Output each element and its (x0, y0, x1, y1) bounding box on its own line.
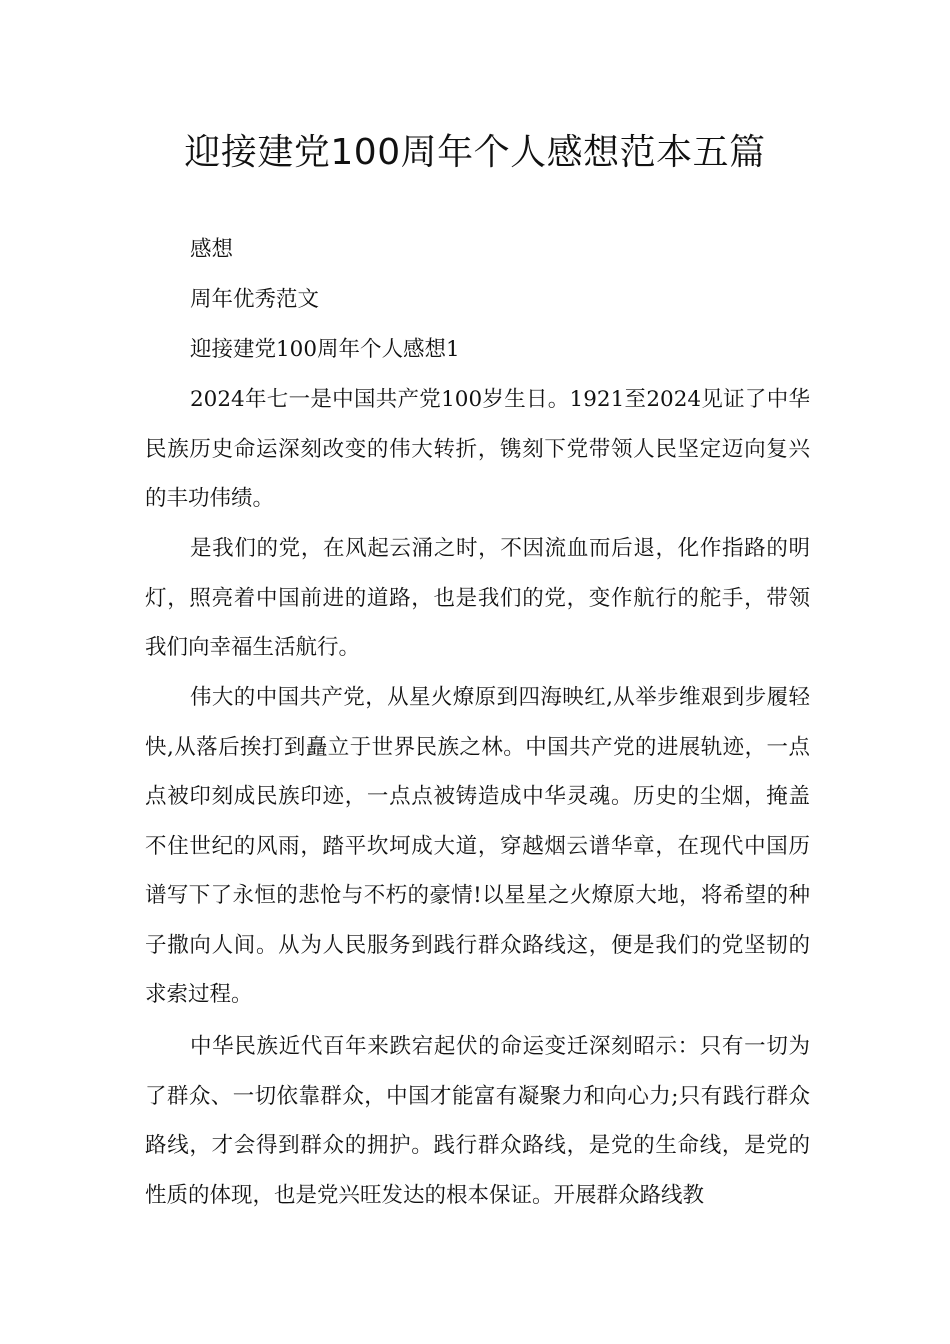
meta-category: 周年优秀范文 (190, 287, 320, 312)
paragraph-2: 是我们的党，在风起云涌之时，不因流血而后退，化作指路的明灯，照亮着中国前进的道路，也是我们的党，变作航行的舵手，带领我们向幸福生活航行。 (145, 536, 810, 660)
meta-keyword: 感想 (190, 237, 234, 262)
document-title: 迎接建党100周年个人感想范本五篇 (184, 132, 766, 173)
paragraph-3: 伟大的中国共产党，从星火燎原到四海映红,从举步维艰到步履轻快,从落后挨打到矗立于世界民族之林。中国共产党的进展轨迹，一点点被印刻成民族印迹，一点点被铸造成中华灵魂。历史的尘烟，掩盖不住世纪的风雨，踏平坎坷成大道，穿越烟云谱华章，在现代中国历谱写下了永恒的悲怆与不朽的豪情!以星星之火燎原大地，将希望的种子撒向人间。从为人民服务到践行群众路线这，便是我们的党坚韧的求索过程。 (145, 685, 810, 1007)
section-heading: 迎接建党100周年个人感想1 (190, 337, 460, 362)
paragraph-4: 中华民族近代百年来跌宕起伏的命运变迁深刻昭示：只有一切为了群众、一切依靠群众，中国才能富有凝聚力和向心力;只有践行群众路线，才会得到群众的拥护。践行群众路线，是党的生命线，是党的性质的体现，也是党兴旺发达的根本保证。开展群众路线教 (145, 1034, 810, 1208)
paragraph-1: 2024年七一是中国共产党100岁生日。1921至2024见证了中华民族历史命运深刻改变的伟大转折，镌刻下党带领人民坚定迈向复兴的丰功伟绩。 (145, 387, 810, 511)
